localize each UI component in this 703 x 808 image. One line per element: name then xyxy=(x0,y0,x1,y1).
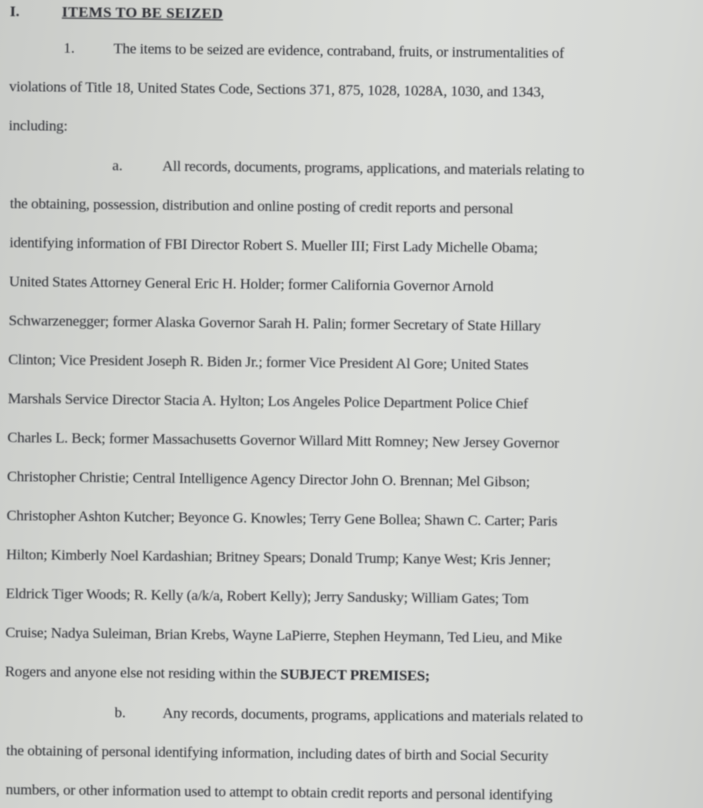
item-a-line: Christopher Christie; Central Intelligence Agency Director John O. Brennan; Mel Gibson; xyxy=(6,469,530,491)
paragraph-1-line: The items to be seized are evidence, contraband, fruits, or instrumentalities of xyxy=(113,41,565,62)
item-a-line: Clinton; Vice President Joseph R. Biden Jr.; former Vice President Al Gore; United States xyxy=(8,352,529,374)
item-a-last-line-text: Rogers and anyone else not residing within the xyxy=(4,664,281,683)
paragraph-1-line: violations of Title 18, United States Code, Sections 371, 875, 1028, 1028A, 1030, and 1343, xyxy=(9,79,545,101)
item-a-line: the obtaining, possession, distribution and online posting of credit reports and personal xyxy=(9,196,514,218)
item-a-line: United States Attorney General Eric H. Holder; former California Governor Arnold xyxy=(8,274,494,296)
item-a-line: Charles L. Beck; former Massachusetts Governor Willard Mitt Romney; New Jersey Governor xyxy=(7,430,560,452)
subject-premises-term: SUBJECT PREMISES; xyxy=(280,666,430,685)
item-a-line: Schwarzenegger; former Alaska Governor Sarah H. Palin; former Secretary of State Hillary xyxy=(8,313,541,335)
item-a-line: Hilton; Kimberly Noel Kardashian; Britney Spears; Donald Trump; Kanye West; Kris Jenner; xyxy=(6,547,551,569)
item-a-line: identifying information of FBI Director Robert S. Mueller III; First Lady Michelle Obama; xyxy=(9,235,538,257)
item-b-marker: b. xyxy=(114,705,126,722)
section-number: I. xyxy=(9,4,20,21)
paragraph-1-line: including: xyxy=(8,118,68,135)
item-a-line: Cruise; Nadya Suleiman, Brian Krebs, Wayne LaPierre, Stephen Heymann, Ted Lieu, and Mike xyxy=(5,625,562,647)
section-title: ITEMS TO BE SEIZED xyxy=(61,4,224,23)
item-a-line: Marshals Service Director Stacia A. Hylton; Los Angeles Police Department Police Chief xyxy=(7,391,529,413)
item-a-marker: a. xyxy=(112,158,123,175)
item-a-last-line xyxy=(5,664,430,685)
paragraph-number: 1. xyxy=(63,40,75,57)
item-b-line: the obtaining of personal identifying information, including dates of birth and Social Security xyxy=(6,743,549,765)
item-a-line: Eldrick Tiger Woods; R. Kelly (a/k/a, Robert Kelly); Jerry Sandusky; William Gates; Tom xyxy=(5,586,529,608)
item-b-line: numbers, or other information used to attempt to obtain credit reports and personal identifying xyxy=(5,782,553,804)
item-b-line: Any records, documents, programs, applications and materials related to xyxy=(162,705,583,727)
item-a-line: Christopher Ashton Kutcher; Beyonce G. Knowles; Terry Gene Bollea; Shawn C. Carter; Paris xyxy=(6,508,558,530)
item-a-line: All records, documents, programs, applications, and materials relating to xyxy=(162,158,585,180)
